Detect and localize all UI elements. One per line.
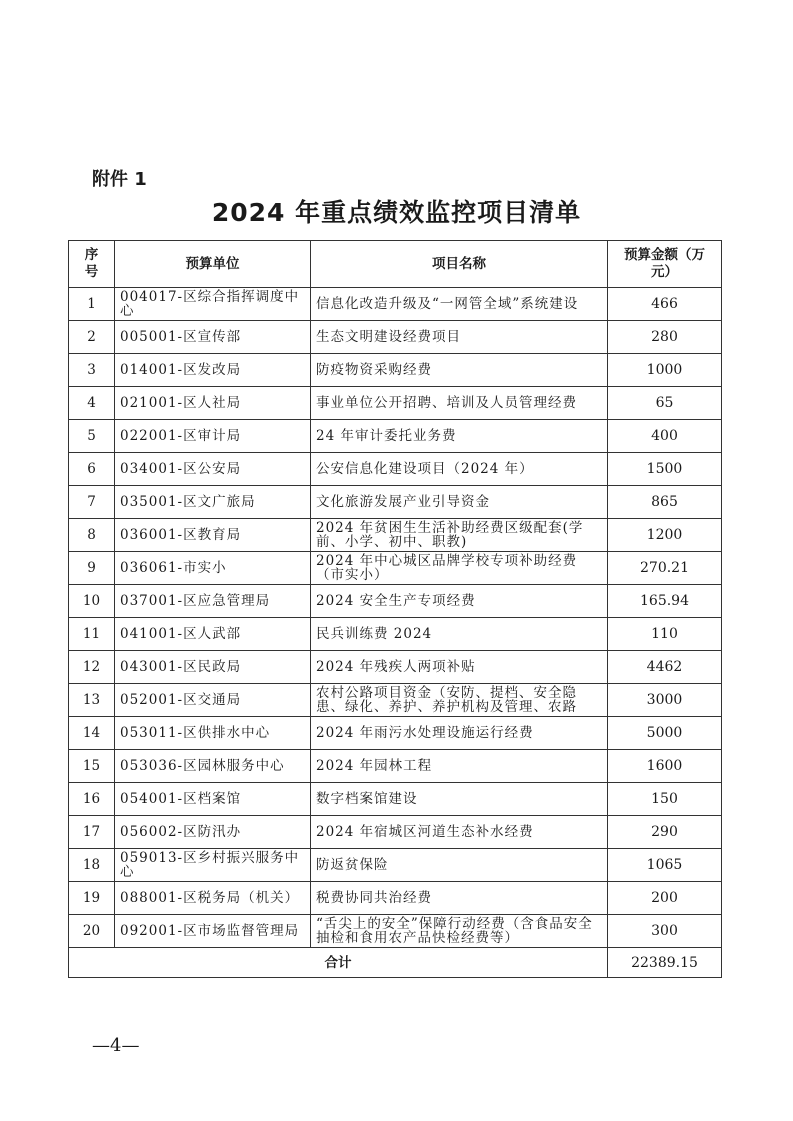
row-amount: 65: [608, 387, 722, 420]
table-row: [69, 651, 722, 684]
table-row: [69, 915, 722, 948]
row-index: 1: [69, 288, 115, 321]
row-unit: 092001-区市场监督管理局: [115, 915, 311, 948]
row-project: 防返贫保险: [311, 849, 608, 882]
table-row: [69, 420, 722, 453]
row-amount: 1200: [608, 519, 722, 552]
row-project: 事业单位公开招聘、培训及人员管理经费: [311, 387, 608, 420]
table-row: [69, 354, 722, 387]
row-index: 3: [69, 354, 115, 387]
row-amount: 4462: [608, 651, 722, 684]
row-project: 2024 年宿城区河道生态补水经费: [311, 816, 608, 849]
row-project: 2024 年雨污水处理设施运行经费: [311, 717, 608, 750]
row-unit: 052001-区交通局: [115, 684, 311, 717]
row-unit: 041001-区人武部: [115, 618, 311, 651]
row-unit: 036001-区教育局: [115, 519, 311, 552]
table-row: [69, 288, 722, 321]
row-project: 24 年审计委托业务费: [311, 420, 608, 453]
row-amount: 300: [608, 915, 722, 948]
row-amount: 865: [608, 486, 722, 519]
row-unit: 004017-区综合指挥调度中心: [115, 288, 311, 321]
row-index: 8: [69, 519, 115, 552]
header-project: 项目名称: [311, 241, 608, 288]
row-amount: 3000: [608, 684, 722, 717]
row-index: 2: [69, 321, 115, 354]
row-unit: 088001-区税务局（机关）: [115, 882, 311, 915]
row-project: 农村公路项目资金（安防、提档、安全隐患、绿化、养护、养护机构及管理、农路: [311, 684, 608, 717]
header-amount: 预算金额（万元）: [608, 241, 722, 288]
row-amount: 270.21: [608, 552, 722, 585]
row-amount: 1000: [608, 354, 722, 387]
table-row: [69, 816, 722, 849]
row-index: 13: [69, 684, 115, 717]
row-unit: 014001-区发改局: [115, 354, 311, 387]
row-project: 2024 年贫困生生活补助经费区级配套(学前、小学、初中、职教): [311, 519, 608, 552]
table-body: [69, 288, 722, 948]
table-row: [69, 882, 722, 915]
table-row: [69, 519, 722, 552]
row-unit: 005001-区宣传部: [115, 321, 311, 354]
row-index: 15: [69, 750, 115, 783]
row-project: 文化旅游发展产业引导资金: [311, 486, 608, 519]
row-amount: 200: [608, 882, 722, 915]
row-amount: 5000: [608, 717, 722, 750]
table-row: [69, 486, 722, 519]
row-project: 2024 年中心城区品牌学校专项补助经费（市实小）: [311, 552, 608, 585]
table-row: [69, 585, 722, 618]
row-index: 14: [69, 717, 115, 750]
page-number: —4—: [92, 1035, 140, 1056]
row-amount: 150: [608, 783, 722, 816]
row-project: 2024 年残疾人两项补贴: [311, 651, 608, 684]
total-row: [69, 948, 722, 978]
row-index: 10: [69, 585, 115, 618]
table-row: [69, 750, 722, 783]
total-label: 合计: [69, 948, 608, 978]
row-project: 民兵训练费 2024: [311, 618, 608, 651]
row-index: 7: [69, 486, 115, 519]
row-unit: 053036-区园林服务中心: [115, 750, 311, 783]
row-project: 防疫物资采购经费: [311, 354, 608, 387]
row-index: 6: [69, 453, 115, 486]
row-project: 数字档案馆建设: [311, 783, 608, 816]
row-index: 4: [69, 387, 115, 420]
row-unit: 022001-区审计局: [115, 420, 311, 453]
row-index: 18: [69, 849, 115, 882]
project-table: [68, 240, 722, 978]
row-amount: 290: [608, 816, 722, 849]
row-amount: 1065: [608, 849, 722, 882]
row-unit: 056002-区防汛办: [115, 816, 311, 849]
row-project: “舌尖上的安全”保障行动经费（含食品安全抽检和食用农产品快检经费等）: [311, 915, 608, 948]
row-project: 信息化改造升级及“一网管全域”系统建设: [311, 288, 608, 321]
row-amount: 1600: [608, 750, 722, 783]
row-index: 19: [69, 882, 115, 915]
row-unit: 034001-区公安局: [115, 453, 311, 486]
table-row: [69, 321, 722, 354]
row-unit: 043001-区民政局: [115, 651, 311, 684]
row-project: 公安信息化建设项目（2024 年）: [311, 453, 608, 486]
row-amount: 400: [608, 420, 722, 453]
row-amount: 280: [608, 321, 722, 354]
row-index: 9: [69, 552, 115, 585]
row-unit: 037001-区应急管理局: [115, 585, 311, 618]
row-unit: 035001-区文广旅局: [115, 486, 311, 519]
table-row: [69, 684, 722, 717]
header-unit: 预算单位: [115, 241, 311, 288]
table-header-row: [69, 241, 722, 288]
row-unit: 059013-区乡村振兴服务中心: [115, 849, 311, 882]
row-amount: 466: [608, 288, 722, 321]
row-index: 20: [69, 915, 115, 948]
row-unit: 036061-市实小: [115, 552, 311, 585]
row-unit: 021001-区人社局: [115, 387, 311, 420]
header-index: 序号: [69, 241, 115, 288]
row-index: 12: [69, 651, 115, 684]
row-index: 11: [69, 618, 115, 651]
document-title: 2024 年重点绩效监控项目清单: [211, 198, 582, 227]
table-row: [69, 618, 722, 651]
row-unit: 053011-区供排水中心: [115, 717, 311, 750]
table-row: [69, 783, 722, 816]
table-row: [69, 387, 722, 420]
row-amount: 165.94: [608, 585, 722, 618]
row-project: 2024 年园林工程: [311, 750, 608, 783]
row-project: 生态文明建设经费项目: [311, 321, 608, 354]
total-amount: 22389.15: [608, 948, 722, 978]
table-row: [69, 552, 722, 585]
row-project: 2024 安全生产专项经费: [311, 585, 608, 618]
row-index: 5: [69, 420, 115, 453]
attachment-label: 附件 1: [92, 169, 147, 190]
table-row: [69, 717, 722, 750]
row-amount: 110: [608, 618, 722, 651]
table-row: [69, 453, 722, 486]
table-row: [69, 849, 722, 882]
row-unit: 054001-区档案馆: [115, 783, 311, 816]
row-index: 16: [69, 783, 115, 816]
row-amount: 1500: [608, 453, 722, 486]
row-project: 税费协同共治经费: [311, 882, 608, 915]
row-index: 17: [69, 816, 115, 849]
